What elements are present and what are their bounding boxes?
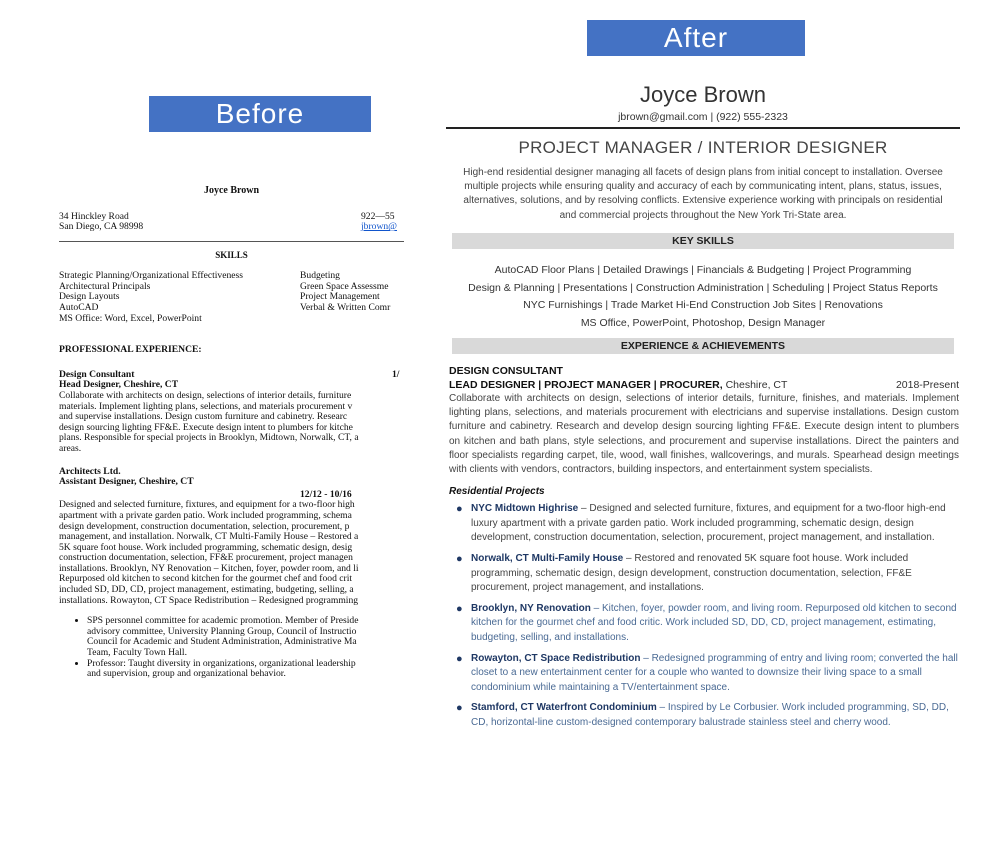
before-banner: Before xyxy=(149,96,371,132)
after-divider xyxy=(446,127,960,129)
before-job1-line: plans. Responsible for special projects in Brooklyn, Midtown, Norwalk, CT, a xyxy=(59,432,359,444)
after-description: Collaborate with architects on design, selections of interior details, furniture, finishes, and materials. Implement lighting plans, selections, and materials procurement with electricians and supervise installations. Design custom furniture and cabinetry. Research and develop design sourcing lighting FF&E. Execute design intent to plumbers on kitchen and bath plans, style selections, and procurement and supervise installations. Direct the painters and floor specialists regarding carpet, tile, wood, wall finishes, wallcoverings, and murals. Spearhead design meetings with clients with vendors, contractors, building inspectors, and entertainment system specialists. xyxy=(449,393,959,476)
project-item xyxy=(449,652,959,696)
skill-item: Green Space Assessme xyxy=(300,280,389,292)
before-job1-title: Head Designer, Cheshire, CT xyxy=(59,379,179,391)
before-resume xyxy=(59,186,404,706)
before-divider xyxy=(59,241,404,242)
key-skills-line: Design & Planning | Presentations | Construction Administration | Scheduling | Project Status Reports xyxy=(468,281,938,294)
before-job2-title: Assistant Designer, Cheshire, CT xyxy=(59,476,194,488)
skill-item: Strategic Planning/Organizational Effectiveness xyxy=(59,270,244,282)
before-bullet-list xyxy=(59,616,404,680)
before-bullet-line: Council for Academic and Student Administration, Administrative Ma xyxy=(87,636,357,648)
key-skills-line: MS Office, PowerPoint, Photoshop, Design Manager xyxy=(580,316,826,329)
bullet-icon: ● xyxy=(456,702,463,715)
after-location: Cheshire, CT xyxy=(722,379,788,391)
project-text: – Kitchen, foyer, powder room, and living room. Repurposed old kitchen to second kitchen for the gourmet chef and food critic. Work included SD, DD, CD, project management, estimating, budgeting, selling, and installations. xyxy=(471,602,957,643)
bullet-icon: ● xyxy=(456,553,463,565)
project-name: Norwalk, CT Multi-Family House xyxy=(471,553,624,564)
before-name: Joyce Brown xyxy=(203,186,260,196)
before-job1-date: 1/ xyxy=(392,368,400,380)
after-company: DESIGN CONSULTANT xyxy=(449,365,563,377)
before-job1-line: areas. xyxy=(59,442,82,454)
before-bullet-line: advisory committee, University Planning Group, Council of Instructio xyxy=(87,625,357,637)
before-job1-line: Collaborate with architects on design, selections of interior details, furniture xyxy=(59,389,352,401)
before-address-line2: San Diego, CA 98998 xyxy=(59,221,144,233)
before-bullet-line: • Professor: Taught diversity in organizations, organizational leadership xyxy=(87,657,356,669)
before-experience-title: PROFESSIONAL EXPERIENCE: xyxy=(59,344,202,356)
before-bullet xyxy=(87,616,404,658)
before-job2-line: 5K square foot house. Work included programming, schematic design, desig xyxy=(59,541,353,553)
summary-line: and commercial projects throughout the New York Tri-State area. xyxy=(559,209,847,221)
before-bullet-line: • SPS personnel committee for academic promotion. Member of Preside xyxy=(87,615,359,627)
after-experience xyxy=(449,364,959,737)
before-job1-company: Design Consultant xyxy=(59,368,135,380)
experience-header: EXPERIENCE & ACHIEVEMENTS xyxy=(452,338,954,354)
before-job2-line: included SD, DD, CD, project management, estimating, budgeting, selling, a xyxy=(59,584,354,596)
skill-item: Design Layouts xyxy=(59,291,120,303)
before-job2-line: construction documentation, selection, FF&E procurement, project managen xyxy=(59,552,353,564)
skill-item: MS Office: Word, Excel, PowerPoint xyxy=(59,312,202,324)
skill-item: Budgeting xyxy=(300,270,340,282)
before-skills-col1 xyxy=(59,271,243,324)
key-skills-header: KEY SKILLS xyxy=(452,233,954,249)
before-phone: 922—55 xyxy=(361,210,395,222)
project-text: – Redesigned programming of entry and living room; converted the hall closet to a new entertainment center for a couple who wanted to downsize their living space to a small condominium while maintaining a TV/entertainment space. xyxy=(471,652,958,693)
skill-item: AutoCAD xyxy=(59,301,99,313)
bullet-icon: ● xyxy=(456,503,463,516)
before-job2-date: 12/12 - 10/16 xyxy=(300,488,352,500)
before-job2-line: Repurposed old kitchen to second kitchen for the gourmet chef and food crit xyxy=(59,573,353,585)
skill-item: Project Management xyxy=(300,291,380,303)
after-role: LEAD DESIGNER | PROJECT MANAGER | PROCURER, xyxy=(449,379,723,391)
after-banner: After xyxy=(587,20,805,56)
project-list xyxy=(449,502,959,730)
project-text: – Designed and selected furniture, fixtures, and equipment for a two-floor high-end luxury apartment with a private garden patio. Work included programming, schematic design, design development, construction documentation, selection, procurement, project management, and installation. xyxy=(471,503,946,544)
key-skills xyxy=(446,262,960,332)
project-text: – Inspired by Le Corbusier. Work included programming, SD, DD, CD, horizontal-line custom-designed contemporary balustrade stainless steel and cherry wood. xyxy=(471,702,949,728)
before-job2-line: management, and installation. Norwalk, CT Multi-Family House – Restored a xyxy=(59,531,359,543)
summary-line: multiple projects while ensuring quality and accuracy of each by communicating intent, plans, status, issues, xyxy=(464,181,942,193)
project-name: Rowayton, CT Space Redistribution xyxy=(471,652,641,664)
before-bullet xyxy=(87,659,404,680)
project-text: – Restored and renovated 5K square foot house. Work included programming, schematic design, design development, construction documentation, selection, FF&E procurement, project management, and installations. xyxy=(471,553,912,594)
after-role-line xyxy=(449,378,959,392)
before-job1-line: design sourcing lighting FF&E. Execute design intent to plumbers for kitche xyxy=(59,421,353,433)
before-bullet-line: and supervision, group and organizational behavior. xyxy=(87,668,286,680)
before-contact xyxy=(59,212,404,234)
before-job1-line: materials. Implement lighting plans, selections, and materials procurement v xyxy=(59,400,353,412)
project-item xyxy=(449,552,959,596)
before-email-link[interactable]: jbrown@ xyxy=(361,221,398,233)
before-job1-line: and supervise installations. Design custom furniture and cabinetry. Researc xyxy=(59,411,348,423)
after-name: Joyce Brown xyxy=(640,82,766,107)
after-dates: 2018-Present xyxy=(895,379,959,391)
after-summary xyxy=(446,166,960,223)
before-skills xyxy=(59,271,404,331)
after-contact: jbrown@gmail.com | (922) 555-2323 xyxy=(618,111,788,123)
skill-item: Architectural Principals xyxy=(59,280,151,292)
summary-line: High-end residential designer managing all facets of design plans from initial concept to installation. Oversee xyxy=(463,167,943,178)
before-job2-company: Architects Ltd. xyxy=(59,465,121,477)
before-job2-line: installations. Rowayton, CT Space Redistribution – Redesigned programming xyxy=(59,594,359,606)
project-name: NYC Midtown Highrise xyxy=(471,503,579,515)
before-job1 xyxy=(59,370,404,455)
residential-projects-title: Residential Projects xyxy=(449,486,545,498)
bullet-icon: ● xyxy=(456,602,463,615)
before-skills-col2 xyxy=(300,271,390,313)
key-skills-line: NYC Furnishings | Trade Market Hi-End Construction Job Sites | Renovations xyxy=(523,299,883,311)
after-job-title: PROJECT MANAGER / INTERIOR DESIGNER xyxy=(518,138,888,157)
before-job2-line: Designed and selected furniture, fixtures, and equipment for a two-floor high xyxy=(59,499,355,511)
summary-line: alternatives, solutions, and by resolving conflicts. Extensive experience working with principals on residential xyxy=(463,195,943,207)
before-job2-line: apartment with a private garden patio. Work included programming, schema xyxy=(59,509,352,521)
project-name: Stamford, CT Waterfront Condominium xyxy=(471,702,657,714)
project-item xyxy=(449,701,959,730)
bullet-icon: ● xyxy=(456,652,463,665)
before-address-line1: 34 Hinckley Road xyxy=(59,210,129,222)
key-skills-line: AutoCAD Floor Plans | Detailed Drawings | Financials & Budgeting | Project Programming xyxy=(494,264,912,276)
skill-item: Verbal & Written Comr xyxy=(300,301,391,313)
before-job2-line: design development, construction documentation, selection, procurement, p xyxy=(59,520,350,532)
before-job2-line: installations. Brooklyn, NY Renovation – Kitchen, foyer, powder room, and li xyxy=(59,562,359,574)
project-item xyxy=(449,502,959,546)
before-skills-title: SKILLS xyxy=(215,249,248,260)
project-name: Brooklyn, NY Renovation xyxy=(471,602,591,614)
before-bullet-line: Team, Faculty Town Hall. xyxy=(87,647,187,659)
project-item xyxy=(449,602,959,646)
before-job2 xyxy=(59,467,404,607)
